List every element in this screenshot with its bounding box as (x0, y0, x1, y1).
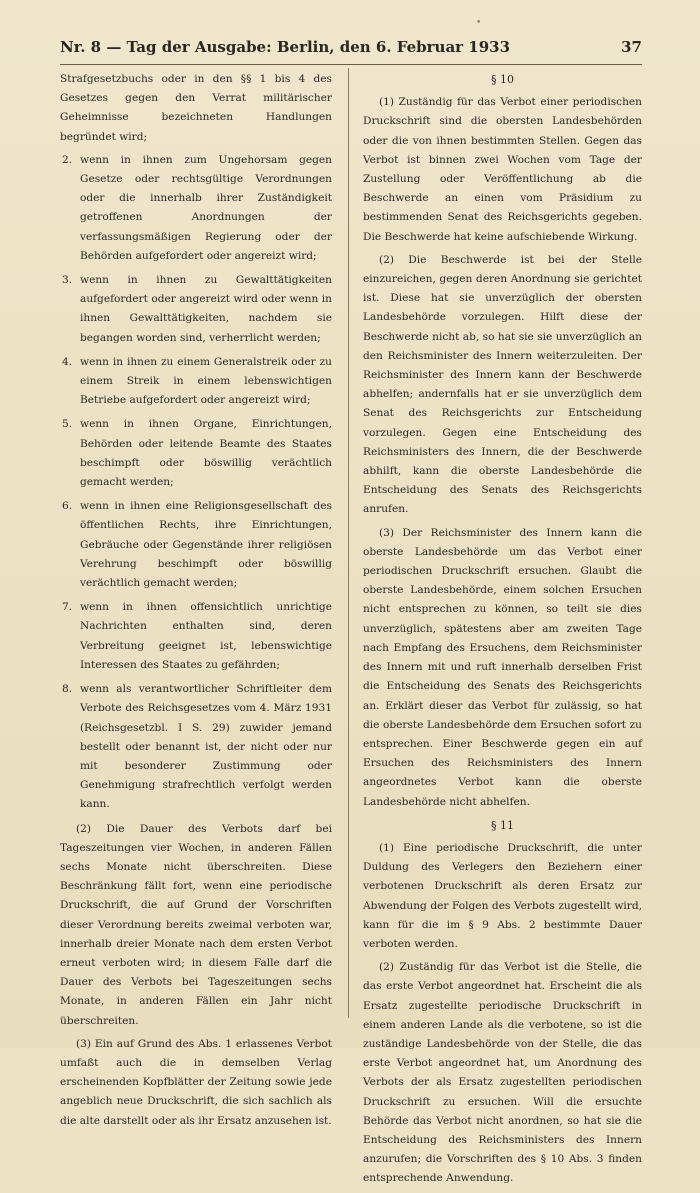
list-item (60, 353, 332, 411)
list-item (60, 497, 332, 593)
item-text: wenn in ihnen eine Religionsgesellschaft des öffentlichen Rechts, ihre Einrichtungen, Gebräuche oder Gegenstände ihrer religiösen Verehrung beschimpft oder böswillig verächtlich gemacht werden; (80, 500, 332, 590)
page-mark: • (476, 18, 482, 28)
item-text: wenn in ihnen offensichtlich unrichtige Nachrichten enthalten sind, deren Verbreitung geeignet ist, lebenswichtige Interessen des Staates zu gefährden; (80, 601, 332, 671)
list-item (60, 271, 332, 348)
item-number: 6. (62, 500, 73, 513)
item-number: 4. (62, 355, 73, 368)
section-10-heading: § 10 (491, 73, 514, 86)
left-column (60, 70, 332, 1135)
section-10-paragraph-2: (2) Die Beschwerde ist bei der Stelle einzureichen, gegen deren Anordnung sie gerichtet ist. Diese hat sie unverzüglich der obersten Landesbehörde vorzulegen. Hilft diese der Beschwerde nicht ab, so hat sie sie unverzüglich an den Reichsminister des Innern weiterzuleiten. Der Reichsminister des Innern kann der Beschwerde abhelfen; andernfalls hat er sie unverzüglich dem Senat des Reichsgerichts zur Entscheidung vorzulegen. Gegen eine Entscheidung des Reichsministers des Innern, die der Beschwerde abhilft, kann die oberste Landesbehörde die Entscheidung des Senats des Reichsgerichts anrufen. (363, 253, 642, 516)
item-text: wenn in ihnen zum Ungehorsam gegen Gesetze oder rechtsgültige Verordnungen oder die innerhalb ihrer Zuständigkeit getroffenen Anordnungen der verfassungsmäßigen Regierung oder der Behörden aufgefordert oder angereizt wird; (80, 153, 332, 262)
page-number: 37 (621, 38, 642, 56)
column-divider (348, 68, 349, 1018)
list-item (60, 151, 332, 266)
issue-line: Nr. 8 — Tag der Ausgabe: Berlin, den 6. Februar 1933 (60, 38, 511, 56)
numbered-list (60, 151, 332, 815)
item-number: 3. (62, 274, 73, 287)
header-rule (60, 64, 642, 65)
item-text: wenn in ihnen Organe, Einrichtungen, Behörden oder leitende Beamte des Staates beschimpft oder böswillig verächtlich gemacht werden; (80, 418, 332, 489)
item-text: wenn in ihnen zu einem Generalstreik oder zu einem Streik in einem lebenswichtigen Betriebe aufgefordert oder angereizt wird; (80, 355, 332, 407)
right-column (363, 70, 642, 1193)
section-11-paragraph-1: (1) Eine periodische Druckschrift, die unter Duldung des Verlegers den Beziehern einer verbotenen Druckschrift als deren Ersatz zur Abwendung der Folgen des Verbots zugestellt wird, kann für die im § 9 Abs. 2 bestimmte Dauer verboten werden. (363, 841, 642, 950)
continuation-text: Strafgesetzbuchs oder in den §§ 1 bis 4 des Gesetzes gegen den Verrat militärischer Geheimnisse bezeichneten Handlungen begründet wird; (60, 73, 332, 143)
item-text: wenn in ihnen zu Gewalttätigkeiten aufgefordert oder angereizt wird oder wenn in ihnen Gewalttätigkeiten, nachdem sie begangen worden sind, verherrlicht werden; (80, 274, 332, 344)
section-10-paragraph-1: (1) Zuständig für das Verbot einer periodischen Druckschrift sind die obersten Landesbehörden oder die von ihnen bestimmten Stellen. Gegen das Verbot ist binnen zwei Wochen vom Tage der Zustellung oder Veröffentlichung ab die Beschwerde an einen vom Präsidium zu bestimmenden Senat des Reichsgerichts gegeben. Die Beschwerde hat keine aufschiebende Wirkung. (363, 96, 642, 243)
list-item (60, 415, 332, 492)
item-number: 8. (62, 683, 73, 696)
list-item (60, 680, 332, 814)
item-number: 7. (62, 601, 73, 614)
item-text: wenn als verantwortlicher Schriftleiter dem Verbote des Reichsgesetzes vom 4. März 1931 (Reichsgesetzbl. I S. 29) zuwider jemand bestellt oder benannt ist, der nicht oder nur mit besonderer Zustimmung oder Genehmigung strafrechtlich verfolgt werden kann. (80, 683, 332, 811)
item-number: 2. (62, 153, 73, 166)
section-10-paragraph-3: (3) Der Reichsminister des Innern kann die oberste Landesbehörde um das Verbot einer periodischen Druckschrift ersuchen. Glaubt die oberste Landesbehörde, einem solchen Ersuchen nicht entsprechen zu können, so teilt sie dies unverzüglich, spätestens aber am zweiten Tage nach Empfang des Ersuchens, dem Reichsminister des Innern mit und ruft innerhalb derselben Frist die Entscheidung des Senats des Reichsgerichts an. Erklärt dieser das Verbot für zulässig, so hat die oberste Landesbehörde dem Ersuchen sofort zu entsprechen. Einer Beschwerde gegen ein auf Ersuchen des Reichsministers des Innern angeordnetes Verbot kann die oberste Landesbehörde nicht abhelfen. (363, 526, 642, 808)
section-11-paragraph-2: (2) Zuständig für das Verbot ist die Stelle, die das erste Verbot angeordnet hat. Erscheint die als Ersatz zugestellte periodische Druckschrift in einem anderen Lande als die verbotene, so ist die zuständige Landesbehörde von der Stelle, die das erste Verbot angeordnet hat, um Anordnung des Verbots der als Ersatz zugestellten periodischen Druckschrift zu ersuchen. Will die ersuchte Behörde das Verbot nicht anordnen, so hat sie die Entscheidung des Reichsministers des Innern anzurufen; die Vorschriften des § 10 Abs. 3 finden entsprechende Anwendung. (363, 961, 642, 1185)
list-item (60, 598, 332, 675)
paragraph-2: (2) Die Dauer des Verbots darf bei Tageszeitungen vier Wochen, in anderen Fällen sechs Monate nicht überschreiten. Diese Beschränkung fällt fort, wenn eine periodische Druckschrift, die auf Grund der Vorschriften dieser Verordnung bereits zweimal verboten war, innerhalb dreier Monate nach dem ersten Verbot erneut verboten wird; in diesem Falle darf die Dauer des Verbots bei Tageszeitungen sechs Monate, in anderen Fällen ein Jahr nicht überschreiten. (60, 822, 332, 1027)
section-11-heading: § 11 (491, 818, 514, 832)
item-number: 5. (62, 418, 73, 431)
paragraph-3: (3) Ein auf Grund des Abs. 1 erlassenes Verbot umfaßt auch die in demselben Verlag erscheinenden Kopfblätter der Zeitung sowie jede angeblich neue Druckschrift, die sich sachlich als die alte darstellt oder als ihr Ersatz anzusehen ist. (60, 1037, 332, 1127)
page-header (60, 38, 642, 62)
